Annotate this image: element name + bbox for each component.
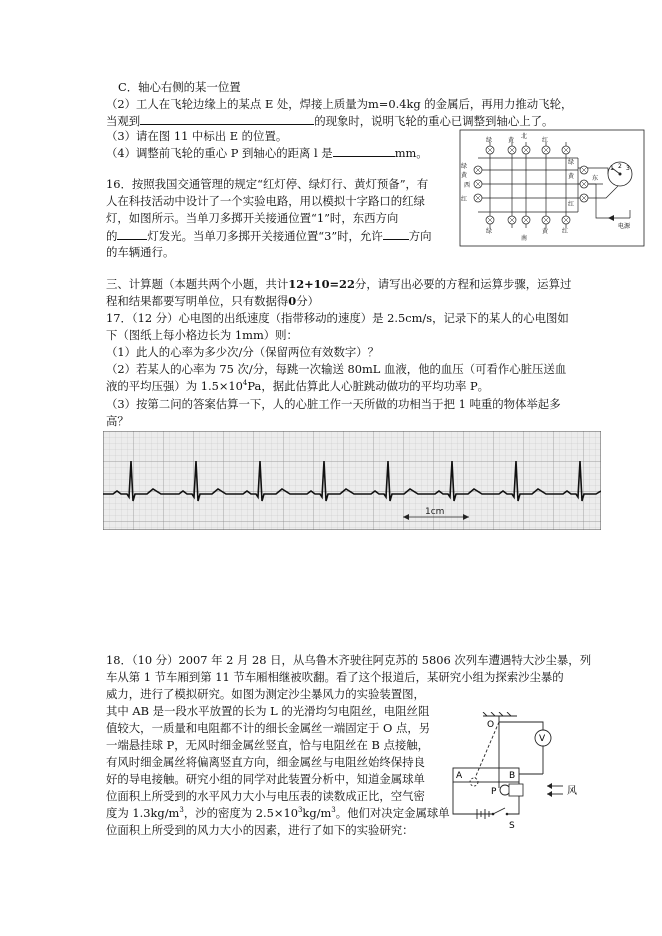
q16-line4: 的 灯发光。当单刀多掷开关接通位置“3”时，允许 方向 <box>106 229 432 243</box>
q17-line1: 17．（12 分）心电图的出纸速度（指带移动的速度）是 2.5cm/s，记录下的某人的心电图如 <box>106 311 569 325</box>
section3-line2: 程和结果都要写明单位，只有数据得0分） <box>106 294 319 308</box>
q16-line5: 的车辆通行。 <box>106 245 175 259</box>
q18-line2: 车从第 1 节车厢到第 11 节车厢相继被吹翻。看了这个报道后，某研究小组为探索沙尘暴的 <box>106 670 564 684</box>
q17-sub3-line2: 高？ <box>106 414 129 428</box>
q18-line7: 有风时细金属丝将偏离竖直方向，细金属丝与电阻丝始终保持良 <box>106 755 425 769</box>
q18-line6: 一端悬挂球 P，无风时细金属丝竖直，恰与电阻丝在 B 点接触， <box>106 738 430 752</box>
q18-line4: 其中 AB 是一段水平放置的长为 L 的光滑均匀电阻丝，电阻丝阻 <box>106 704 430 718</box>
traffic-light-circuit-figure <box>458 128 646 248</box>
ecg-figure <box>103 431 601 530</box>
ecg-scale-label: 1cm <box>425 507 445 517</box>
label-east: 东 <box>592 175 599 182</box>
q18-line8: 好的导电接触。研究小组的同学对此装置分析中，知道金属球单 <box>106 772 425 786</box>
switch-position-3: 3 <box>626 165 630 172</box>
lamp-label: 红 <box>562 228 569 235</box>
lamp-label: 绿 <box>486 228 493 235</box>
q18-line10: 度为 $1.3kg/m^3$，沙的密度为 $2.5\times 10^3kg/m^3$。他们对决定金属球单 <box>106 806 450 820</box>
q18-line5: 值较大，一质量和电阻都不计的细长金属丝一端固定于 O 点，另 <box>106 721 431 735</box>
lamp-label: 红 <box>461 196 468 203</box>
wind-label: 风 <box>567 786 577 797</box>
switch-S-label: S <box>509 821 515 831</box>
lamp-label: 红 <box>568 201 575 208</box>
q3-line: （3）请在图 11 中标出 E 的位置。 <box>106 129 288 143</box>
q2-line2: 当观到 的现象时，说明飞轮的重心已调整到轴心上了。 <box>106 114 554 128</box>
q16-line3: 灯，如图所示。当单刀多掷开关接通位置“1”时，东西方向 <box>106 211 399 225</box>
q18-line9: 位面积上所受到的水平风力大小与电压表的读数成正比，空气密 <box>106 789 425 803</box>
q17-sub2-line2: 液的平均压强）为 $1.5\times 10^4Pa$，据此估算此人心脏跳动做功的平均功率 P。 <box>106 379 490 393</box>
q16-line2: 人在科技活动中设计了一个实验电路，用以模拟十字路口的红绿 <box>106 194 425 208</box>
ball-P-label: P <box>491 787 497 797</box>
q2-answer-blank[interactable] <box>140 112 314 125</box>
q17-line2: 下（图纸上每小格边长为 1mm）则： <box>106 328 298 342</box>
option-c: C．轴心右侧的某一位置 <box>118 80 241 94</box>
label-south: 南 <box>521 235 528 242</box>
lamp-label: 绿 <box>486 137 493 144</box>
lamp-label: 黄 <box>461 172 468 179</box>
q4-line: （4）调整前飞轮的重心 P 到轴心的距离 l 是 mm。 <box>106 146 428 160</box>
wind-force-apparatus-figure <box>447 712 613 836</box>
lamp-label: 红 <box>542 137 549 144</box>
q16-blank-2[interactable] <box>383 227 409 240</box>
q16-line1: 16．按照我国交通管理的规定“红灯停、绿灯行、黄灯预备”，有 <box>106 177 429 191</box>
q17-sub2-line1: （2）若某人的心率为 75 次/分，每跳一次输送 80mL 血液，他的血压（可看作心脏压送血 <box>106 362 567 376</box>
q16-blank-1[interactable] <box>117 227 147 240</box>
label-north: 北 <box>521 133 528 140</box>
lamp-label: 黄 <box>508 137 515 144</box>
switch-position-1: 1 <box>610 165 614 172</box>
section3-line1: 三、计算题（本题共两个小题，共计12+10=22分，请写出必要的方程和运算步骤，运算过 <box>106 277 572 291</box>
point-O-label: O <box>487 720 495 730</box>
power-label: 电源 <box>618 223 631 230</box>
q18-line3: 威力，进行了模拟研究。如图为测定沙尘暴风力的实验装置图， <box>106 687 425 701</box>
lamp-label: 黄 <box>568 173 575 180</box>
q17-sub3-line1: （3）按第二问的答案估算一下，人的心脏工作一天所做的功相当于把 1 吨重的物体举起多 <box>106 397 561 411</box>
q18-line11: 位面积上所受到的风力大小的因素，进行了如下的实验研究： <box>106 823 414 837</box>
lamp-label: 绿 <box>568 159 575 166</box>
label-west: 西 <box>464 182 471 189</box>
lamp-label: 绿 <box>461 163 468 170</box>
point-B-label: B <box>509 771 516 781</box>
q4-answer-blank[interactable] <box>333 144 395 157</box>
lamp-label: 黄 <box>542 228 549 235</box>
switch-position-2: 2 <box>618 163 622 170</box>
point-A-label: A <box>456 771 463 781</box>
q2-line1: （2）工人在飞轮边缘上的某点 E 处，焊接上质量为m=0.4kg 的金属后，再用力推动飞轮， <box>106 97 573 111</box>
q17-sub1: （1）此人的心率为多少次/分（保留两位有效数字）？ <box>106 345 380 359</box>
q18-line1: 18．（10 分）2007 年 2 月 28 日，从乌鲁木齐驶往阿克苏的 5806 次列车遭遇特大沙尘暴，列 <box>106 653 592 667</box>
voltmeter-label: V <box>539 734 546 744</box>
